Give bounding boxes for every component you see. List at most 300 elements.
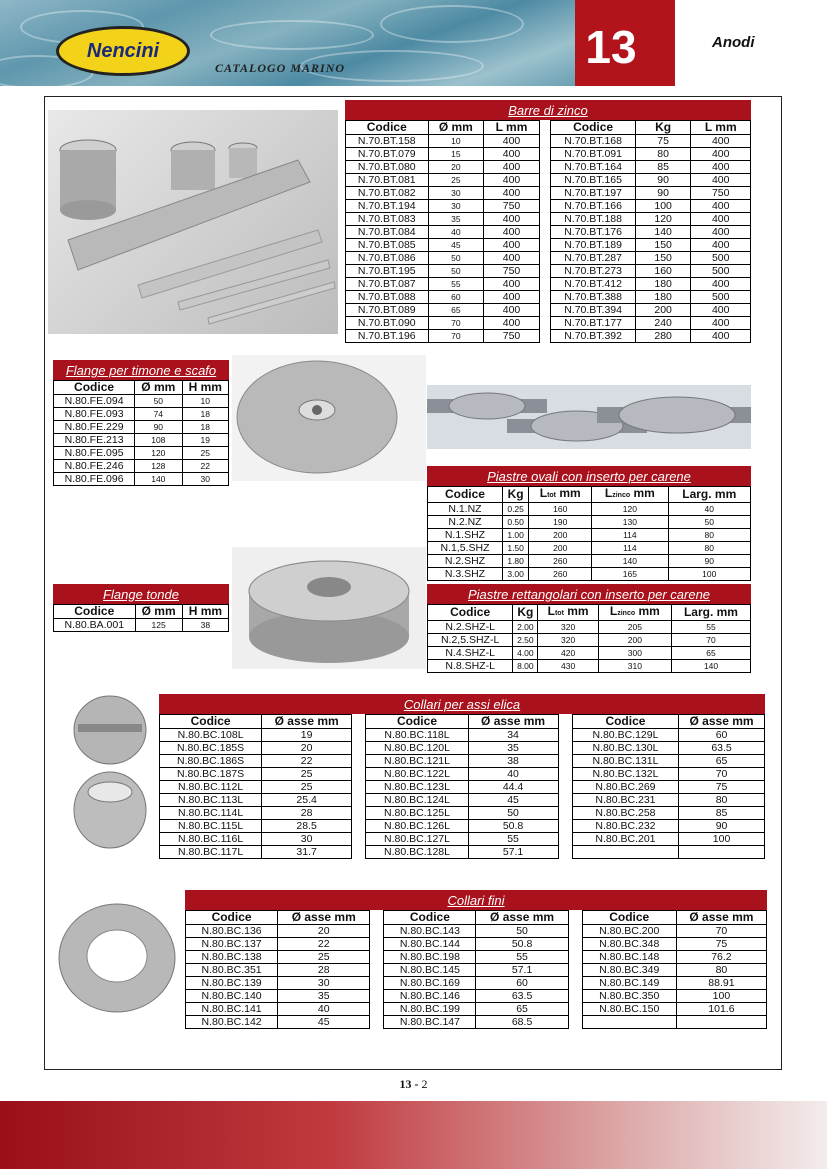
table-cell: N.80.BC.113L [160, 794, 262, 807]
column-header: Lzinco mm [592, 487, 668, 503]
section-title: Flange per timone e scafo [53, 360, 229, 380]
table-row [186, 938, 767, 951]
table-cell: 70 [428, 317, 484, 330]
column-header: Larg. mm [671, 605, 750, 621]
table-cell: 8.00 [513, 660, 538, 673]
table-row [54, 460, 229, 473]
table-cell: 76.2 [676, 951, 766, 964]
oval-plates-section [427, 466, 751, 581]
table-cell: N.80.BC.116L [160, 833, 262, 846]
table-cell: N.80.FE.096 [54, 473, 135, 486]
table-cell: N.2.SHZ-L [428, 621, 513, 634]
table-cell: N.70.BT.176 [551, 226, 635, 239]
table-cell: 180 [635, 291, 691, 304]
table-header-row [160, 715, 765, 729]
table-cell: 280 [635, 330, 691, 343]
table-cell: 34 [468, 729, 558, 742]
table-cell: N.80.FE.093 [54, 408, 135, 421]
table-cell: 38 [182, 619, 228, 632]
table-row [160, 833, 765, 846]
column-header: Ø asse mm [679, 715, 765, 729]
table-cell: 80 [676, 964, 766, 977]
table-cell: N.70.BT.394 [551, 304, 635, 317]
table-cell: 35 [278, 990, 370, 1003]
table-cell: 400 [484, 148, 540, 161]
table-row [54, 619, 229, 632]
table-cell: N.80.BC.120L [366, 742, 468, 755]
table-cell: 50.8 [476, 938, 568, 951]
table-row [346, 330, 751, 343]
disc-flange-photo [232, 547, 426, 669]
table-cell: 80 [668, 529, 750, 542]
page-header [0, 0, 827, 86]
table-cell: N.80.BC.144 [384, 938, 476, 951]
table-cell: N.80.BC.132L [572, 768, 678, 781]
table-cell: 22 [278, 938, 370, 951]
table-cell: 240 [635, 317, 691, 330]
table-cell: N.70.BT.084 [346, 226, 429, 239]
table-cell: N.80.FE.246 [54, 460, 135, 473]
table-cell: 400 [484, 252, 540, 265]
table-cell: 55 [476, 951, 568, 964]
table-cell: 25.4 [262, 794, 352, 807]
column-gap [352, 768, 366, 781]
column-header: Codice [54, 605, 136, 619]
column-gap [558, 715, 572, 729]
table-cell: 40 [468, 768, 558, 781]
table-cell: N.80.BC.232 [572, 820, 678, 833]
table-cell: 400 [691, 174, 751, 187]
table-cell: 320 [538, 621, 598, 634]
table-cell: 15 [428, 148, 484, 161]
table-cell: 65 [679, 755, 765, 768]
table-cell: N.80.BC.125L [366, 807, 468, 820]
table-row [346, 174, 751, 187]
table-cell: 140 [671, 660, 750, 673]
table-cell: 100 [668, 568, 750, 581]
table-cell: 50 [668, 516, 750, 529]
column-gap [568, 925, 582, 938]
table-cell: N.70.BT.088 [346, 291, 429, 304]
oval-plates-table [427, 486, 751, 581]
table-cell: 2.00 [513, 621, 538, 634]
table-cell: 75 [676, 938, 766, 951]
column-gap [558, 755, 572, 768]
table-row [186, 1003, 767, 1016]
table-cell: N.2.SHZ [428, 555, 503, 568]
table-cell: 165 [592, 568, 668, 581]
table-cell: N.80.BC.139 [186, 977, 278, 990]
table-cell: 90 [635, 174, 691, 187]
column-gap [370, 1003, 384, 1016]
table-cell: 500 [691, 291, 751, 304]
table-cell: 750 [484, 200, 540, 213]
table-cell: 200 [529, 542, 592, 555]
table-cell: 140 [592, 555, 668, 568]
table-cell: 25 [428, 174, 484, 187]
table-cell: 310 [598, 660, 671, 673]
table-cell [582, 1016, 676, 1029]
table-cell: 28.5 [262, 820, 352, 833]
table-cell: 65 [671, 647, 750, 660]
table-cell: 160 [529, 503, 592, 516]
table-row [346, 213, 751, 226]
table-row [186, 1016, 767, 1029]
column-header: L mm [484, 121, 540, 135]
table-cell: 70 [671, 634, 750, 647]
table-cell: 80 [679, 794, 765, 807]
table-cell: N.80.BC.118L [366, 729, 468, 742]
table-cell: N.80.BC.350 [582, 990, 676, 1003]
table-cell: 18 [182, 408, 229, 421]
table-cell: 57.1 [476, 964, 568, 977]
table-cell: 20 [262, 742, 352, 755]
table-row [346, 278, 751, 291]
table-cell: 30 [182, 473, 229, 486]
table-row [346, 252, 751, 265]
table-cell: 320 [538, 634, 598, 647]
column-header: Kg [502, 487, 528, 503]
table-row [346, 317, 751, 330]
column-header: Larg. mm [668, 487, 750, 503]
section-title: Flange tonde [53, 584, 229, 604]
table-cell: 0.50 [502, 516, 528, 529]
column-gap [568, 911, 582, 925]
table-cell: 31.7 [262, 846, 352, 859]
column-gap [370, 964, 384, 977]
table-row [346, 304, 751, 317]
shaft-collars-table [159, 714, 765, 859]
table-header-row [54, 605, 229, 619]
column-gap [539, 239, 551, 252]
table-cell: N.80.BC.137 [186, 938, 278, 951]
table-row [346, 265, 751, 278]
table-cell: 50 [428, 265, 484, 278]
column-gap [539, 291, 551, 304]
table-cell: 3.00 [502, 568, 528, 581]
table-cell: 2.50 [513, 634, 538, 647]
table-cell: N.70.BT.197 [551, 187, 635, 200]
table-row [428, 634, 751, 647]
table-cell: N.80.BC.136 [186, 925, 278, 938]
table-cell: 30 [428, 187, 484, 200]
table-cell: 400 [484, 278, 540, 291]
table-cell: 430 [538, 660, 598, 673]
table-cell: 205 [598, 621, 671, 634]
table-cell: N.70.BT.089 [346, 304, 429, 317]
column-gap [539, 226, 551, 239]
table-cell: N.70.BT.083 [346, 213, 429, 226]
column-header: Ø asse mm [476, 911, 568, 925]
table-cell: 400 [484, 213, 540, 226]
table-row [54, 421, 229, 434]
section-title: Piastre rettangolari con inserto per carene [427, 584, 751, 604]
table-cell: 88.91 [676, 977, 766, 990]
table-cell: N.80.FE.229 [54, 421, 135, 434]
table-cell: N.80.BC.351 [186, 964, 278, 977]
table-cell: 1.00 [502, 529, 528, 542]
table-cell: 30 [428, 200, 484, 213]
table-cell: N.70.BT.079 [346, 148, 429, 161]
table-cell: 400 [484, 226, 540, 239]
column-header: Ø asse mm [676, 911, 766, 925]
table-cell: 50.8 [468, 820, 558, 833]
table-cell: N.80.BC.121L [366, 755, 468, 768]
table-cell: N.70.BT.164 [551, 161, 635, 174]
column-header: Ltot mm [538, 605, 598, 621]
column-gap [352, 846, 366, 859]
column-gap [370, 911, 384, 925]
table-cell: N.70.BT.087 [346, 278, 429, 291]
table-cell: 400 [484, 291, 540, 304]
table-cell: N.70.BT.158 [346, 135, 429, 148]
table-row [346, 161, 751, 174]
column-gap [539, 200, 551, 213]
table-cell: 25 [262, 781, 352, 794]
table-cell: 35 [428, 213, 484, 226]
table-cell: 60 [679, 729, 765, 742]
table-cell: N.70.BT.412 [551, 278, 635, 291]
column-gap [370, 925, 384, 938]
table-cell: 400 [691, 200, 751, 213]
column-gap [568, 990, 582, 1003]
column-header: Ø asse mm [278, 911, 370, 925]
table-cell: 20 [278, 925, 370, 938]
table-cell: N.80.BC.231 [572, 794, 678, 807]
column-gap [539, 252, 551, 265]
table-row [428, 621, 751, 634]
column-gap [370, 938, 384, 951]
table-cell: N.70.BT.080 [346, 161, 429, 174]
table-cell: 90 [635, 187, 691, 200]
table-cell: 22 [182, 460, 229, 473]
table-cell: 400 [484, 174, 540, 187]
table-cell: 400 [484, 317, 540, 330]
table-row [346, 148, 751, 161]
nencini-logo: Nencini [56, 26, 190, 76]
table-cell: 30 [262, 833, 352, 846]
column-header: Codice [54, 381, 135, 395]
table-cell: 400 [691, 239, 751, 252]
table-cell: N.80.BC.199 [384, 1003, 476, 1016]
column-gap [352, 807, 366, 820]
table-cell: 200 [635, 304, 691, 317]
table-cell: 90 [679, 820, 765, 833]
column-gap [539, 148, 551, 161]
table-cell: 60 [428, 291, 484, 304]
column-header: Codice [346, 121, 429, 135]
section-title: Collari per assi elica [159, 694, 765, 714]
column-header: Ø mm [428, 121, 484, 135]
table-cell: N.80.BC.147 [384, 1016, 476, 1029]
table-cell: 19 [262, 729, 352, 742]
table-cell: N.80.BC.124L [366, 794, 468, 807]
rect-plates-table [427, 604, 751, 673]
table-cell: N.80.BC.138 [186, 951, 278, 964]
table-cell: 80 [635, 148, 691, 161]
column-gap [539, 317, 551, 330]
thin-collars-table [185, 910, 767, 1029]
table-cell: 22 [262, 755, 352, 768]
column-header: Ø asse mm [468, 715, 558, 729]
table-cell: 1.80 [502, 555, 528, 568]
table-cell: 0.25 [502, 503, 528, 516]
table-cell: 150 [635, 239, 691, 252]
table-cell: N.8.SHZ-L [428, 660, 513, 673]
column-header: L mm [691, 121, 751, 135]
table-cell: 57.1 [468, 846, 558, 859]
table-row [346, 291, 751, 304]
table-cell: N.70.BT.081 [346, 174, 429, 187]
column-gap [568, 951, 582, 964]
table-cell: N.70.BT.091 [551, 148, 635, 161]
table-row [428, 660, 751, 673]
table-cell: 160 [635, 265, 691, 278]
table-cell: 45 [278, 1016, 370, 1029]
table-row [186, 964, 767, 977]
table-cell: 114 [592, 542, 668, 555]
table-cell: N.80.FE.213 [54, 434, 135, 447]
table-cell: N.70.BT.194 [346, 200, 429, 213]
column-gap [558, 768, 572, 781]
table-cell: N.80.BC.128L [366, 846, 468, 859]
column-gap [568, 1016, 582, 1029]
column-gap [370, 951, 384, 964]
table-cell: 25 [278, 951, 370, 964]
table-cell: 38 [468, 755, 558, 768]
table-row [160, 742, 765, 755]
table-cell: 45 [428, 239, 484, 252]
column-gap [568, 977, 582, 990]
table-cell: 125 [135, 619, 182, 632]
table-cell: 70 [679, 768, 765, 781]
table-cell: N.80.BC.115L [160, 820, 262, 833]
table-cell: 260 [529, 555, 592, 568]
table-row [54, 408, 229, 421]
table-cell: 45 [468, 794, 558, 807]
column-gap [352, 742, 366, 755]
table-cell: N.80.BC.146 [384, 990, 476, 1003]
table-row [160, 820, 765, 833]
table-row [54, 434, 229, 447]
footer-band [0, 1101, 827, 1169]
table-header-row [186, 911, 767, 925]
table-header-row [54, 381, 229, 395]
table-row [428, 503, 751, 516]
table-cell: N.80.BC.148 [582, 951, 676, 964]
table-cell: N.80.BC.200 [582, 925, 676, 938]
table-cell: 60 [476, 977, 568, 990]
column-gap [539, 213, 551, 226]
section-title: Collari fini [185, 890, 767, 910]
table-cell: N.1,5.SHZ [428, 542, 503, 555]
table-cell: N.70.BT.388 [551, 291, 635, 304]
column-header: Kg [635, 121, 691, 135]
table-row [428, 542, 751, 555]
column-gap [568, 964, 582, 977]
column-gap [352, 794, 366, 807]
table-cell: 19 [182, 434, 229, 447]
column-gap [558, 846, 572, 859]
table-cell: 100 [679, 833, 765, 846]
table-row [186, 977, 767, 990]
table-cell: N.80.BC.129L [572, 729, 678, 742]
table-cell: 420 [538, 647, 598, 660]
table-cell: N.70.BT.392 [551, 330, 635, 343]
table-cell: 40 [278, 1003, 370, 1016]
table-cell: 500 [691, 265, 751, 278]
column-gap [352, 729, 366, 742]
table-cell: 25 [262, 768, 352, 781]
table-cell: 74 [135, 408, 182, 421]
table-cell: 400 [691, 304, 751, 317]
column-gap [558, 794, 572, 807]
table-cell [679, 846, 765, 859]
table-cell: 75 [679, 781, 765, 794]
table-cell: N.80.BC.114L [160, 807, 262, 820]
table-cell: 50 [428, 252, 484, 265]
column-header: Codice [428, 487, 503, 503]
table-cell: 50 [468, 807, 558, 820]
table-cell: N.70.BT.177 [551, 317, 635, 330]
rudder-flange-section [53, 360, 229, 486]
table-cell: 750 [691, 187, 751, 200]
table-row [160, 729, 765, 742]
table-cell: N.80.BC.142 [186, 1016, 278, 1029]
zinc-bars-table [345, 120, 751, 343]
table-row [428, 568, 751, 581]
table-cell: N.80.BC.143 [384, 925, 476, 938]
table-row [346, 226, 751, 239]
table-cell: 65 [476, 1003, 568, 1016]
table-cell: 4.00 [513, 647, 538, 660]
column-gap [558, 820, 572, 833]
table-cell: N.70.BT.168 [551, 135, 635, 148]
table-cell: N.80.BC.169 [384, 977, 476, 990]
table-cell: 400 [691, 330, 751, 343]
table-cell: 55 [671, 621, 750, 634]
table-cell: 50 [135, 395, 182, 408]
table-cell: 70 [428, 330, 484, 343]
table-row [54, 447, 229, 460]
table-cell: N.80.BC.258 [572, 807, 678, 820]
column-header: Codice [551, 121, 635, 135]
round-flange-photo [232, 355, 426, 481]
table-cell: 50 [476, 925, 568, 938]
table-cell: 150 [635, 252, 691, 265]
column-gap [370, 990, 384, 1003]
table-cell: N.70.BT.195 [346, 265, 429, 278]
column-gap [539, 174, 551, 187]
column-gap [568, 1003, 582, 1016]
table-cell: N.4.SHZ-L [428, 647, 513, 660]
table-cell: N.80.BC.108L [160, 729, 262, 742]
column-header: Codice [186, 911, 278, 925]
table-cell: 400 [484, 135, 540, 148]
table-header-row [346, 121, 751, 135]
table-cell: N.80.BC.140 [186, 990, 278, 1003]
table-cell: N.70.BT.090 [346, 317, 429, 330]
table-cell: 68.5 [476, 1016, 568, 1029]
table-cell: 750 [484, 330, 540, 343]
table-cell: 80 [668, 542, 750, 555]
table-cell: 90 [135, 421, 182, 434]
column-header: Codice [384, 911, 476, 925]
column-gap [539, 278, 551, 291]
catalog-title: CATALOGO MARINO [215, 61, 346, 75]
thin-collar-photo [54, 898, 180, 1018]
column-gap [539, 161, 551, 174]
